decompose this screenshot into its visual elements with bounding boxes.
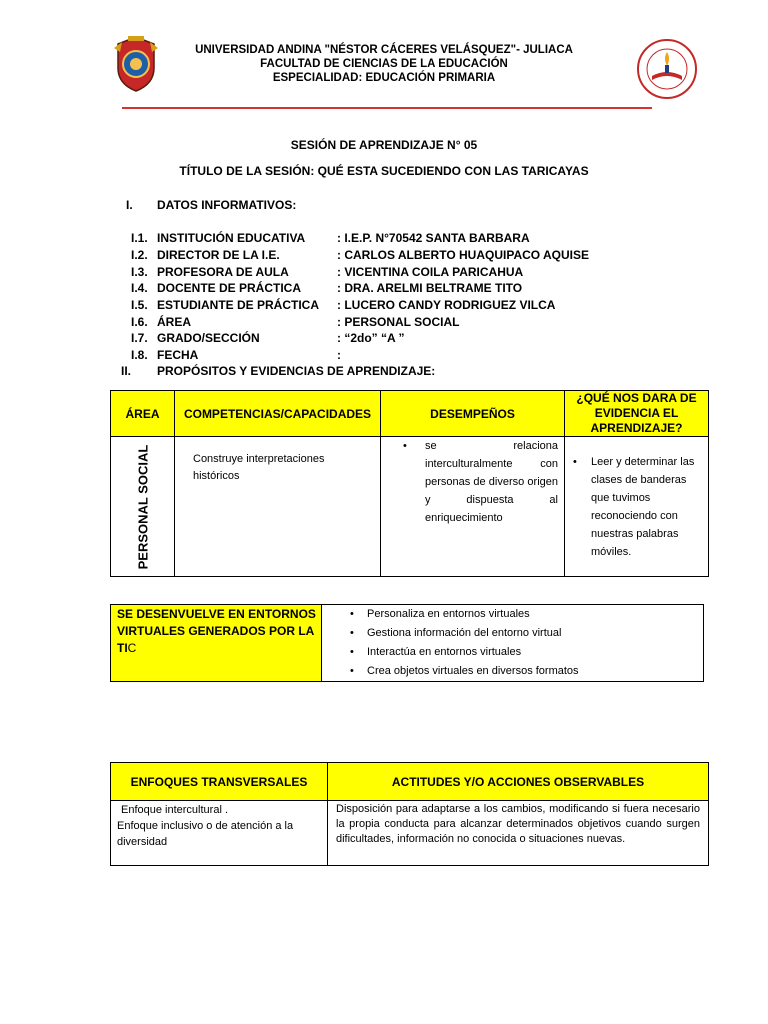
area-cell: [111, 437, 175, 577]
header-competencies: COMPETENCIAS/CAPACIDADES: [175, 391, 381, 437]
tic-heading-tail: C: [127, 641, 137, 655]
tic-heading-text: SE DESENVUELVE EN ENTORNOS VIRTUALES GENERADOS POR LA TI: [117, 607, 316, 655]
list-item: • Personaliza en entornos virtuales: [342, 605, 703, 624]
section-1-number: I.: [126, 198, 133, 212]
approach-2: Enfoque inclusivo o de atención a la diversidad: [117, 820, 294, 848]
bullet-icon: •: [573, 456, 577, 468]
tic-heading: [111, 605, 321, 657]
evidence-text: Leer y determinar las clases de banderas que tuvimos reconociendo con nuestras palabras móviles.: [591, 456, 695, 558]
session-title: TÍTULO DE LA SESIÓN: QUÉ ESTA SUCEDIENDO CON LAS TARICAYAS: [179, 164, 589, 178]
info-num: I.4.: [131, 281, 148, 295]
approaches-table: [110, 762, 709, 866]
info-label: DOCENTE DE PRÁCTICA: [157, 281, 302, 295]
info-label: ÁREA: [157, 315, 192, 329]
info-num: I.8.: [131, 348, 148, 362]
info-num: I.6.: [131, 315, 148, 329]
university-name: UNIVERSIDAD ANDINA "NÉSTOR CÁCERES VELÁSQUEZ"- JULIACA: [195, 44, 573, 56]
header-attitudes: ACTITUDES Y/O ACCIONES OBSERVABLES: [328, 763, 709, 801]
header-approaches: ENFOQUES TRANSVERSALES: [111, 763, 328, 801]
info-num: I.7.: [131, 331, 148, 345]
info-label: PROFESORA DE AULA: [157, 265, 289, 279]
area-value: PERSONAL SOCIAL: [135, 444, 150, 569]
info-value: : LUCERO CANDY RODRIGUEZ VILCA: [337, 298, 556, 312]
bullet-icon: •: [403, 440, 407, 452]
section-2-number: II.: [121, 364, 132, 378]
performance-item: [381, 437, 564, 527]
approaches-cell: [111, 801, 328, 866]
performance-cell: [381, 437, 565, 577]
info-value: :: [337, 348, 341, 362]
section-2-heading: PROPÓSITOS Y EVIDENCIAS DE APRENDIZAJE:: [157, 364, 436, 378]
header-evidence: ¿QUÉ NOS DARA DE EVIDENCIA EL APRENDIZAJE?: [565, 391, 709, 437]
header-divider: [122, 107, 652, 109]
info-value: : DRA. ARELMI BELTRAME TITO: [337, 281, 523, 295]
list-item: • Interactúa en entornos virtuales: [342, 643, 703, 662]
evidence-item: [565, 437, 708, 561]
info-value: : CARLOS ALBERTO HUAQUIPACO AQUISE: [337, 248, 590, 262]
session-number-title: SESIÓN DE APRENDIZAJE N° 05: [290, 138, 478, 152]
list-item: • Gestiona información del entorno virtual: [342, 624, 703, 643]
info-label: ESTUDIANTE DE PRÁCTICA: [157, 298, 320, 312]
info-value: : VICENTINA COILA PARICAHUA: [337, 265, 524, 279]
info-label: GRADO/SECCIÓN: [157, 331, 260, 345]
tic-items-cell: [322, 605, 704, 682]
section-1-heading: DATOS INFORMATIVOS:: [157, 198, 297, 212]
attitudes-text: Disposición para adaptarse a los cambios, modificando si fuera necesario la propia conducta para alcanzar determinados objetivos cuando surgen dificultades, información no conocida o situaciones nuevas.: [336, 803, 700, 845]
purposes-table: [110, 390, 709, 577]
info-value: : PERSONAL SOCIAL: [337, 315, 460, 329]
tic-heading-cell: [111, 605, 322, 682]
list-item: • Crea objetos virtuales en diversos formatos: [342, 662, 703, 681]
info-num: I.3.: [131, 265, 148, 279]
header-area: ÁREA: [111, 391, 175, 437]
info-num: I.2.: [131, 248, 148, 262]
info-label: INSTITUCIÓN EDUCATIVA: [157, 231, 306, 245]
info-label: DIRECTOR DE LA I.E.: [157, 248, 280, 262]
competence-text: Construye interpretaciones históricos: [193, 453, 325, 482]
info-num: I.1.: [131, 231, 148, 245]
faculty-name: FACULTAD DE CIENCIAS DE LA EDUCACIÓN: [260, 58, 508, 70]
approach-1: Enfoque intercultural .: [121, 804, 229, 816]
faculty-seal-logo: [636, 38, 698, 100]
evidence-cell: [565, 437, 709, 577]
specialty-name: ESPECIALIDAD: EDUCACIÓN PRIMARIA: [272, 72, 496, 84]
info-num: I.5.: [131, 298, 148, 312]
header-performance: DESEMPEÑOS: [381, 391, 565, 437]
info-value: : I.E.P. N°70542 SANTA BARBARA: [337, 231, 530, 245]
performance-text: se relaciona interculturalmente con personas de diverso origen y dispuesta al enriquecimiento: [425, 440, 558, 524]
tic-items-list: [342, 605, 703, 681]
info-label: FECHA: [157, 348, 199, 362]
attitudes-cell: [328, 801, 709, 866]
tic-table: [110, 604, 704, 682]
competence-cell: [175, 437, 381, 577]
info-value: : “2do” “A ”: [337, 331, 405, 345]
